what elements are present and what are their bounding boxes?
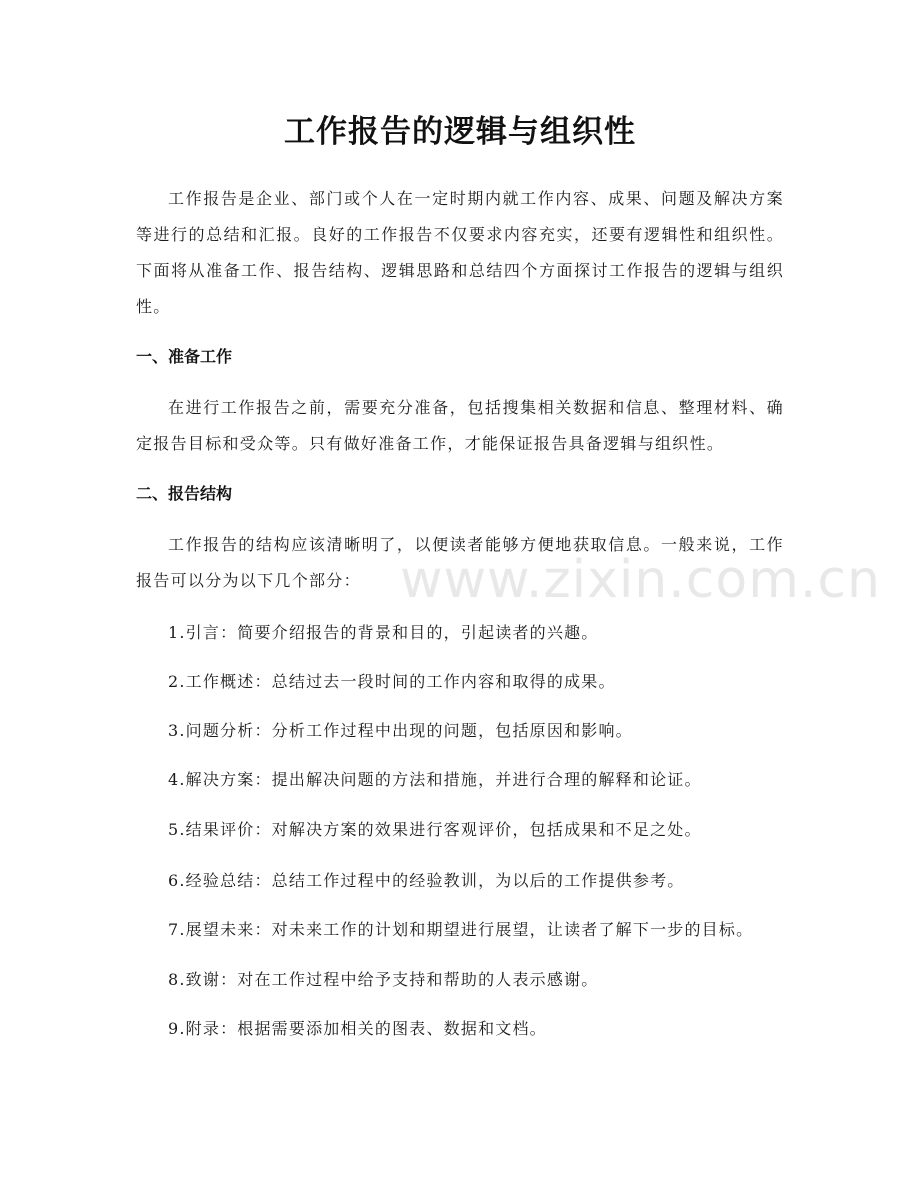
section-heading-preparation: 一、准备工作: [136, 347, 233, 366]
watermark-text: www.zixin.com.cn: [400, 550, 881, 610]
section-heading-structure: 二、报告结构: [136, 484, 233, 503]
intro-paragraph: 工作报告是企业、部门或个人在一定时期内就工作内容、成果、问题及解决方案等进行的总结和汇报。良好的工作报告不仅要求内容充实，还要有逻辑性和组织性。下面将从准备工作、报告结构、逻辑思路和总结四个方面探讨工作报告的逻辑与组织性。: [136, 189, 784, 316]
list-item: 9.附录：根据需要添加相关的图表、数据和文档。: [168, 1019, 547, 1038]
section-paragraph-preparation: 在进行工作报告之前，需要充分准备，包括搜集相关数据和信息、整理材料、确定报告目标和受众等。只有做好准备工作，才能保证报告具备逻辑与组织性。: [136, 398, 784, 453]
section-paragraph-structure: 工作报告的结构应该清晰明了，以便读者能够方便地获取信息。一般来说，工作报告可以分为以下几个部分：: [136, 535, 784, 590]
list-item: 7.展望未来：对未来工作的计划和期望进行展望，让读者了解下一步的目标。: [168, 920, 754, 939]
list-item: 1.引言：简要介绍报告的背景和目的，引起读者的兴趣。: [168, 623, 599, 642]
document-title: 工作报告的逻辑与组织性: [284, 114, 636, 150]
list-item: 3.问题分析：分析工作过程中出现的问题，包括原因和影响。: [168, 721, 633, 740]
list-item: 8.致谢：对在工作过程中给予支持和帮助的人表示感谢。: [168, 970, 599, 989]
list-item: 2.工作概述：总结过去一段时间的工作内容和取得的成果。: [168, 672, 616, 691]
list-item: 5.结果评价：对解决方案的效果进行客观评价，包括成果和不足之处。: [168, 820, 702, 839]
list-item: 4.解决方案：提出解决问题的方法和措施，并进行合理的解释和论证。: [168, 770, 702, 789]
list-item: 6.经验总结：总结工作过程中的经验教训，为以后的工作提供参考。: [168, 871, 685, 890]
